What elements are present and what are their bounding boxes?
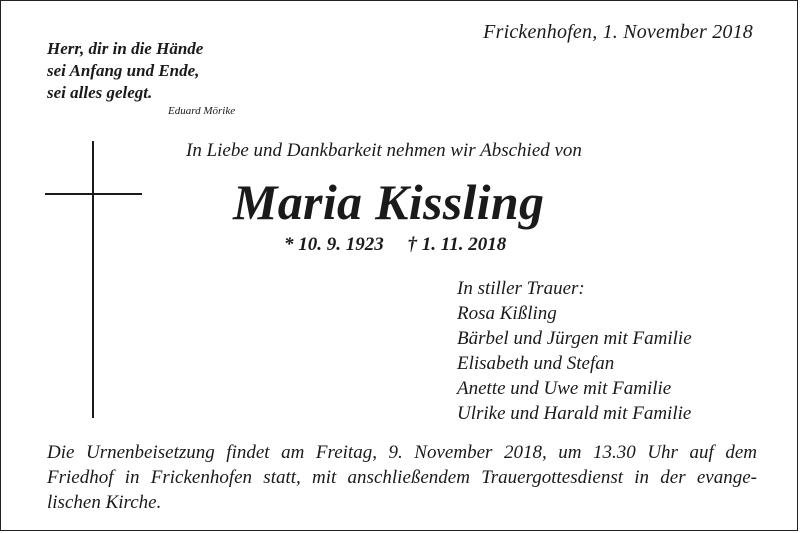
motto-line: sei alles gelegt. <box>47 83 153 102</box>
cross-horizontal-bar <box>45 193 142 195</box>
notice-line: Die Urnenbeisetzung findet am Freitag, 9. November 2018, um 13.30 Uhr auf dem <box>47 442 757 463</box>
farewell-intro: In Liebe und Dankbarkeit nehmen wir Abschied von <box>186 140 582 161</box>
mourner-name: Anette und Uwe mit Familie <box>457 378 672 399</box>
death-date: † 1. 11. 2018 <box>407 234 507 255</box>
place-date: Frickenhofen, 1. November 2018 <box>483 21 753 43</box>
mourners-heading: In stiller Trauer: <box>457 278 585 299</box>
mourner-name: Rosa Kißling <box>457 303 557 324</box>
cross-vertical-bar <box>92 141 94 418</box>
birth-date: * 10. 9. 1923 <box>284 234 384 255</box>
motto-line: Herr, dir in die Hände <box>47 39 204 58</box>
notice-line: Friedhof in Frickenhofen statt, mit anschließendem Trauergottesdienst in der evange- <box>47 467 757 488</box>
funeral-notice <box>47 440 757 515</box>
mourner-name: Ulrike und Harald mit Familie <box>457 403 692 424</box>
deceased-name: Maria Kissling <box>233 174 545 230</box>
motto <box>47 38 203 104</box>
motto-author: Eduard Mörike <box>168 105 236 117</box>
motto-line: sei Anfang und Ende, <box>47 61 200 80</box>
life-dates <box>284 234 506 256</box>
notice-line: lischen Kirche. <box>47 492 162 513</box>
mourner-name: Bärbel und Jürgen mit Familie <box>457 328 692 349</box>
mourner-name: Elisabeth und Stefan <box>457 353 615 374</box>
mourners-list <box>457 276 692 426</box>
